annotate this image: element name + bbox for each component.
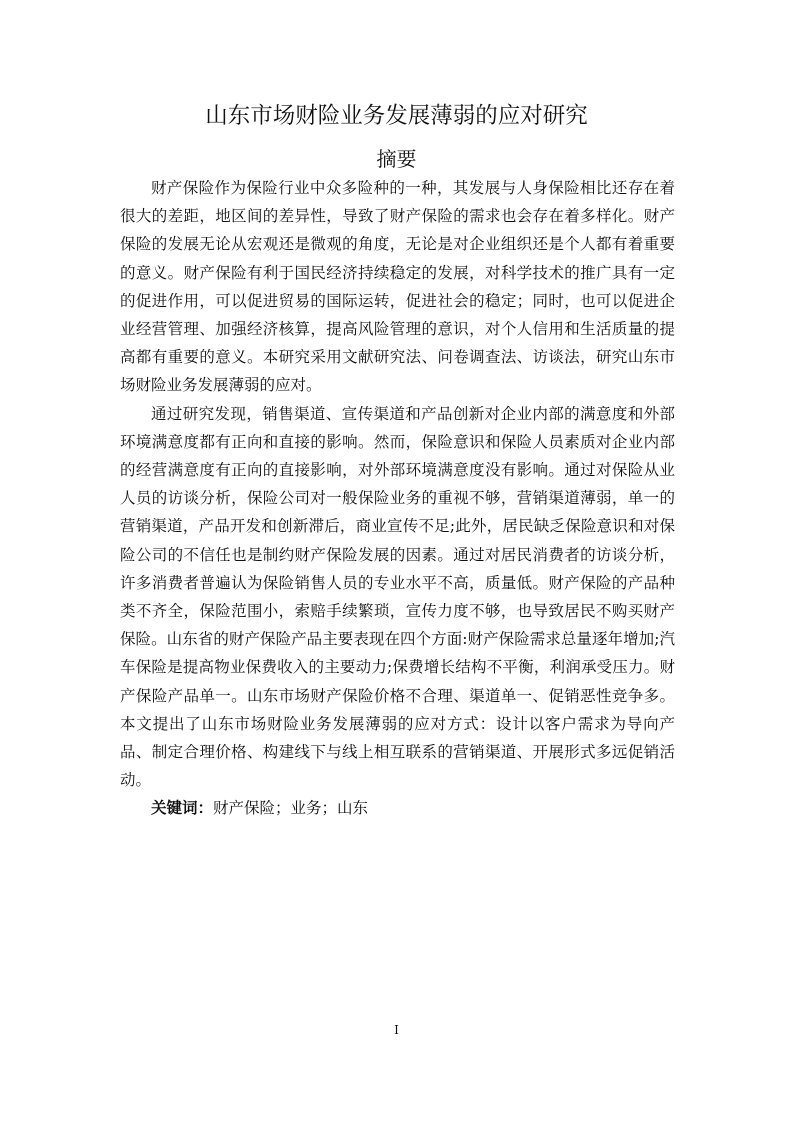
abstract-body — [120, 174, 675, 823]
abstract-paragraph-2: 通过研究发现，销售渠道、宣传渠道和产品创新对企业内部的满意度和外部环境满意度都有正向和直接的影响。然而，保险意识和保险人员素质对企业内部的经营满意度有正向的直接影响，对外部环境满意度没有影响。通过对保险从业人员的访谈分析，保险公司对一般保险业务的重视不够，营销渠道薄弱，单一的营销渠道，产品开发和创新滞后，商业宣传不足;此外，居民缺乏保险意识和对保险公司的不信任也是制约财产保险发展的因素。通过对居民消费者的访谈分析，许多消费者普遍认为保险销售人员的专业水平不高，质量低。财产保险的产品种类不齐全，保险范围小，索赔手续繁琐，宣传力度不够，也导致居民不购买财产保险。山东省的财产保险产品主要表现在四个方面:财产保险需求总量逐年增加;汽车保险是提高物业保费收入的主要动力;保费增长结构不平衡，利润承受压力。财产保险产品单一。山东市场财产保险价格不合理、渠道单一、促销恶性竞争多。本文提出了山东市场财险业务发展薄弱的应对方式：设计以客户需求为导向产品、制定合理价格、构建线下与线上相互联系的营销渠道、开展形式多远促销活动。 — [120, 404, 675, 790]
paper-title: 山东市场财险业务发展薄弱的应对研究 — [205, 103, 588, 129]
abstract-heading: 摘要 — [376, 147, 417, 171]
keywords-line — [120, 794, 675, 822]
page-number: I — [394, 1023, 399, 1037]
keywords-label: 关键词： — [151, 799, 214, 818]
keywords-text: 财产保险；业务；山东 — [213, 799, 369, 818]
abstract-paragraph-1: 财产保险作为保险行业中众多险种的一种，其发展与人身保险相比还存在着很大的差距，地区间的差异性，导致了财产保险的需求也会存在着多样化。财产保险的发展无论从宏观还是微观的角度，无论是对企业组织还是个人都有着重要的意义。财产保险有利于国民经济持续稳定的发展，对科学技术的推广具有一定的促进作用，可以促进贸易的国际运转，促进社会的稳定；同时，也可以促进企业经营管理、加强经济核算，提高风险管理的意识，对个人信用和生活质量的提高都有重要的意义。本研究采用文献研究法、问卷调查法、访谈法，研究山东市场财险业务发展薄弱的应对。 — [120, 179, 675, 395]
